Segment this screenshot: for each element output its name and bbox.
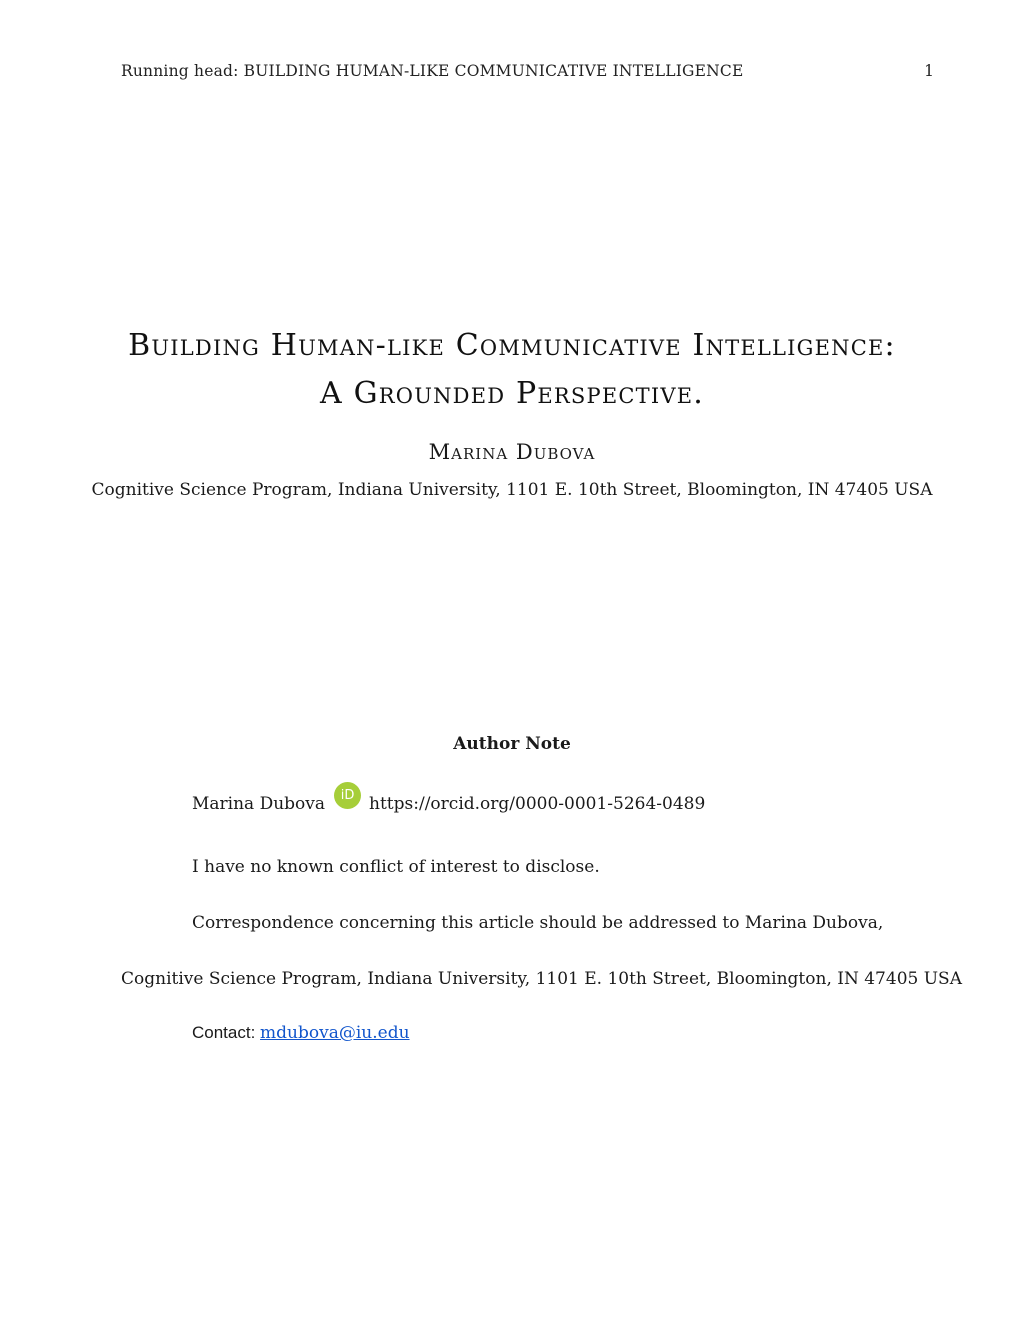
- contact-email-link[interactable]: mdubova@iu.edu: [260, 1023, 410, 1043]
- orcid-icon[interactable]: iD: [334, 782, 361, 809]
- orcid-author-name: Marina Dubova: [192, 793, 326, 814]
- running-head: Running head: BUILDING HUMAN-LIKE COMMUNICATIVE INTELLIGENCE: [121, 62, 744, 80]
- correspondence-address: Cognitive Science Program, Indiana University, 1101 E. 10th Street, Bloomington, IN 47405 USA: [121, 969, 962, 989]
- title-line-2: A Grounded Perspective.: [320, 376, 704, 411]
- orcid-line: [192, 790, 705, 817]
- contact-line: [192, 1023, 410, 1043]
- conflict-statement: I have no known conflict of interest to disclose.: [192, 857, 600, 877]
- page-number: 1: [924, 62, 934, 80]
- correspondence-statement: Correspondence concerning this article should be addressed to Marina Dubova,: [192, 913, 884, 933]
- author-affiliation: Cognitive Science Program, Indiana University, 1101 E. 10th Street, Bloomington, IN 47405 USA: [91, 480, 933, 500]
- paper-title: [0, 322, 1024, 418]
- author-note-heading: Author Note: [453, 734, 571, 754]
- orcid-url: https://orcid.org/0000-0001-5264-0489: [369, 793, 706, 814]
- contact-label: Contact:: [192, 1023, 261, 1042]
- title-line-1: Building Human-like Communicative Intelligence:: [128, 328, 896, 363]
- author-name: Marina Dubova: [428, 440, 596, 464]
